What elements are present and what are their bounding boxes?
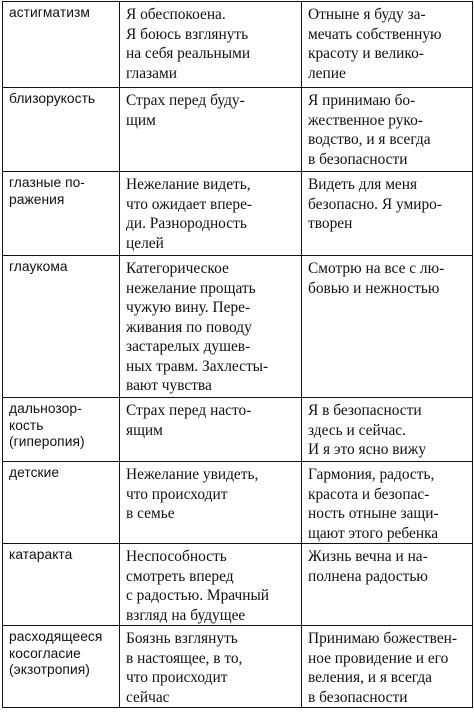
term-cell-text — [3, 462, 119, 482]
text-line: безопасно. Я умиро- — [308, 195, 442, 213]
table-row — [3, 172, 473, 256]
text-line: что происходит — [126, 669, 228, 686]
affirmation-cell — [302, 398, 473, 462]
affirmation-cell — [302, 544, 473, 626]
cause-cell-text — [120, 88, 301, 130]
term-cell-text — [3, 256, 119, 276]
text-line: И я это ясно вижу — [308, 441, 427, 458]
table-row — [3, 256, 473, 398]
text-line: красоту и велико- — [308, 45, 424, 62]
text-line: Неспособность — [126, 548, 227, 565]
text-line: кость — [9, 417, 44, 433]
term-cell — [3, 88, 120, 172]
affirmation-cell-text — [302, 462, 472, 543]
cause-cell-text — [120, 2, 301, 83]
cause-cell-text — [120, 462, 301, 524]
cause-cell-text — [120, 626, 301, 707]
text-line: взгляд на будущее — [126, 606, 246, 624]
term-cell-text — [3, 398, 119, 451]
text-line: Жизнь вечна и на- — [308, 548, 428, 565]
text-line: с радостью. Мрачный — [126, 587, 270, 604]
cause-cell-text — [120, 544, 301, 625]
text-line: Категорическое — [126, 260, 229, 277]
text-line: бовью и нежностью — [308, 279, 440, 297]
term-cell — [3, 544, 120, 626]
text-line: смотреть вперед — [126, 567, 234, 585]
text-line: астигматизм — [9, 5, 90, 20]
table-row — [3, 88, 473, 172]
affirmation-cell-text — [302, 256, 472, 298]
term-cell-text — [3, 544, 119, 564]
text-line: Страх перед буду- — [126, 92, 245, 109]
text-line: жественное руко- — [308, 111, 423, 129]
affirmation-cell — [302, 626, 473, 708]
term-cell — [3, 626, 120, 708]
affirmation-cell — [302, 172, 473, 256]
text-line: на себя реальными — [126, 45, 251, 62]
cause-cell — [120, 544, 302, 626]
affirmation-cell-text — [302, 398, 472, 460]
cause-cell — [120, 2, 302, 88]
text-line: Я в безопасности — [308, 402, 422, 419]
affirmation-cell-text — [302, 2, 472, 83]
cause-cell — [120, 172, 302, 256]
text-line: Страх перед насто- — [126, 402, 252, 419]
text-line: косогласие — [9, 645, 81, 661]
affirmation-cell — [302, 88, 473, 172]
cause-cell — [120, 462, 302, 544]
cause-cell — [120, 88, 302, 172]
text-line: глазные по- — [9, 175, 85, 190]
term-cell-text — [3, 626, 119, 679]
text-line: Принимаю божествен- — [308, 630, 458, 647]
text-line: веления, и я всегда — [308, 669, 433, 686]
text-line: что происходит — [126, 485, 228, 503]
text-line: в безопасности — [308, 688, 408, 706]
text-line: в настоящее, в то, — [126, 649, 243, 667]
text-line: дальнозор- — [9, 401, 82, 416]
text-line: что ожидает впере- — [126, 195, 253, 213]
text-line: застарелых душев- — [126, 338, 251, 355]
table-row — [3, 626, 473, 708]
text-line: красота и безопас- — [308, 485, 430, 503]
text-line: Гармония, радость, — [308, 466, 435, 483]
text-line: в безопасности — [308, 150, 408, 168]
text-line: Смотрю на все с лю- — [308, 260, 445, 277]
affirmation-cell-text — [302, 88, 472, 169]
text-line: лепие — [308, 64, 346, 82]
affirmation-cell — [302, 2, 473, 88]
term-cell — [3, 398, 120, 462]
text-line: ных травм. Захлесты- — [126, 357, 269, 375]
eye-conditions-table — [2, 1, 473, 708]
text-line: Отныне я буду за- — [308, 6, 426, 23]
text-line: целей — [126, 234, 164, 252]
term-cell-text — [3, 2, 119, 22]
text-line: мечать собственную — [308, 25, 442, 43]
affirmation-cell-text — [302, 626, 472, 707]
affirmation-cell-text — [302, 544, 472, 586]
cause-cell-text — [120, 256, 301, 396]
table-row — [3, 462, 473, 544]
text-line: полнена радостью — [308, 567, 428, 585]
text-line: ди. Разнородность — [126, 215, 247, 232]
text-line: сейчас — [126, 688, 170, 706]
text-line: Боязнь взглянуть — [126, 630, 238, 647]
text-line: вают чувства — [126, 377, 212, 394]
text-line: близорукость — [9, 91, 96, 106]
text-line: детские — [9, 465, 60, 480]
term-cell — [3, 2, 120, 88]
text-line: (экзотропия) — [9, 662, 90, 677]
text-line: катаракта — [9, 547, 73, 562]
text-line: здесь и сейчас. — [308, 421, 406, 439]
affirmation-cell — [302, 256, 473, 398]
text-line: в семье — [126, 505, 175, 522]
text-line: Видеть для меня — [308, 176, 418, 193]
table-row — [3, 544, 473, 626]
term-cell — [3, 256, 120, 398]
text-line: чужую вину. Пере- — [126, 299, 251, 316]
cause-cell — [120, 626, 302, 708]
affirmation-cell — [302, 462, 473, 544]
text-line: творен — [308, 215, 353, 232]
text-line: живания по поводу — [126, 318, 252, 336]
text-line: Нежелание увидеть, — [126, 466, 259, 483]
cause-cell — [120, 256, 302, 398]
text-line: расходящееся — [9, 629, 103, 644]
text-line: ражения — [9, 191, 65, 207]
text-line: глазами — [126, 64, 177, 82]
text-line: водство, и я всегда — [308, 131, 431, 148]
cause-cell-text — [120, 398, 301, 440]
affirmation-cell-text — [302, 172, 472, 234]
text-line: Я боюсь взглянуть — [126, 25, 249, 43]
term-cell — [3, 462, 120, 544]
text-line: ящим — [126, 421, 163, 439]
cause-cell-text — [120, 172, 301, 253]
text-line: нежелание прощать — [126, 279, 256, 297]
term-cell — [3, 172, 120, 256]
term-cell-text — [3, 88, 119, 108]
text-line: (гиперопия) — [9, 434, 85, 449]
text-line: глаукома — [9, 259, 68, 274]
text-line: ное провидение и его — [308, 649, 449, 667]
text-line: Я обеспокоена. — [126, 6, 226, 23]
text-line: Я принимаю бо- — [308, 92, 416, 109]
text-line: щим — [126, 111, 156, 129]
table-row — [3, 2, 473, 88]
term-cell-text — [3, 172, 119, 208]
text-line: Нежелание видеть, — [126, 176, 251, 193]
cause-cell — [120, 398, 302, 462]
table-row — [3, 398, 473, 462]
text-line: щают этого ребенка — [308, 524, 439, 542]
text-line: ность отныне защи- — [308, 505, 439, 522]
table-body — [3, 2, 473, 708]
